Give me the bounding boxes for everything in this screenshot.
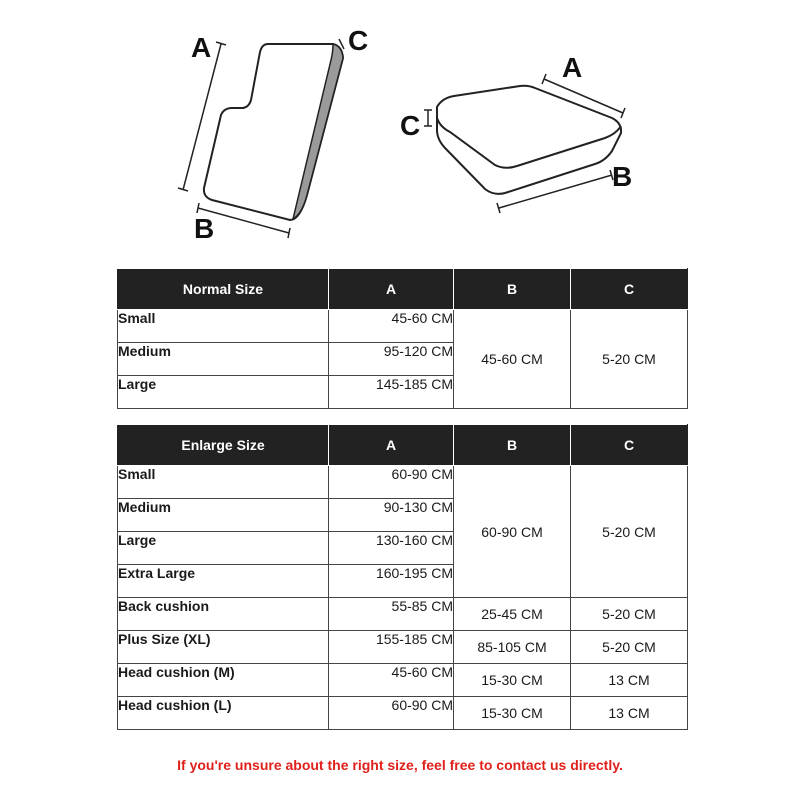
column-a-header: A — [329, 269, 454, 310]
c-value: 13 CM — [571, 664, 688, 697]
row-label: Head cushion (L) — [118, 697, 329, 730]
b-value-merged: 60-90 CM — [454, 466, 571, 598]
a-value: 45-60 CM — [329, 310, 454, 343]
normal-table-header-row — [118, 269, 688, 310]
enlarge-size-header: Enlarge Size — [118, 425, 329, 466]
contact-note: If you're unsure about the right size, feel free to contact us directly. — [177, 757, 623, 773]
cushion-dimension-diagram — [0, 0, 800, 260]
column-b-header: B — [454, 425, 571, 466]
column-c-header: C — [571, 425, 688, 466]
l-shaped-cushion-illustration — [178, 39, 344, 238]
column-c-header: C — [571, 269, 688, 310]
left-dimension-a-label: A — [191, 32, 212, 63]
b-value: 15-30 CM — [454, 697, 571, 730]
table-row — [118, 697, 688, 730]
a-value: 155-185 CM — [329, 631, 454, 664]
c-value: 5-20 CM — [571, 598, 688, 631]
row-label: Large — [118, 376, 329, 409]
a-value: 145-185 CM — [329, 376, 454, 409]
b-value: 85-105 CM — [454, 631, 571, 664]
column-b-header: B — [454, 269, 571, 310]
enlarge-table-header-row — [118, 425, 688, 466]
table-row — [118, 310, 688, 343]
table-row — [118, 598, 688, 631]
row-label: Back cushion — [118, 598, 329, 631]
right-dimension-b-label: B — [612, 161, 633, 192]
c-value: 5-20 CM — [571, 631, 688, 664]
c-value-merged: 5-20 CM — [571, 466, 688, 598]
row-label: Head cushion (M) — [118, 664, 329, 697]
row-label: Medium — [118, 499, 329, 532]
a-value: 60-90 CM — [329, 466, 454, 499]
table-row — [118, 631, 688, 664]
b-value: 15-30 CM — [454, 664, 571, 697]
right-dimension-c-label: C — [400, 110, 421, 141]
row-label: Extra Large — [118, 565, 329, 598]
a-value: 90-130 CM — [329, 499, 454, 532]
row-label: Large — [118, 532, 329, 565]
flat-cushion-illustration — [424, 74, 625, 213]
normal-size-table — [117, 268, 688, 409]
left-dimension-b-label: B — [194, 213, 215, 244]
left-dimension-c-label: C — [348, 25, 369, 56]
row-label: Medium — [118, 343, 329, 376]
row-label: Small — [118, 310, 329, 343]
a-value: 160-195 CM — [329, 565, 454, 598]
column-a-header: A — [329, 425, 454, 466]
c-value: 13 CM — [571, 697, 688, 730]
row-label: Plus Size (XL) — [118, 631, 329, 664]
a-value: 55-85 CM — [329, 598, 454, 631]
b-value-merged: 45-60 CM — [454, 310, 571, 409]
a-value: 60-90 CM — [329, 697, 454, 730]
table-row — [118, 664, 688, 697]
a-value: 95-120 CM — [329, 343, 454, 376]
right-dimension-a-label: A — [562, 52, 583, 83]
normal-size-header: Normal Size — [118, 269, 329, 310]
b-value: 25-45 CM — [454, 598, 571, 631]
enlarge-size-table — [117, 424, 688, 730]
table-row — [118, 466, 688, 499]
c-value-merged: 5-20 CM — [571, 310, 688, 409]
a-value: 45-60 CM — [329, 664, 454, 697]
a-value: 130-160 CM — [329, 532, 454, 565]
row-label: Small — [118, 466, 329, 499]
